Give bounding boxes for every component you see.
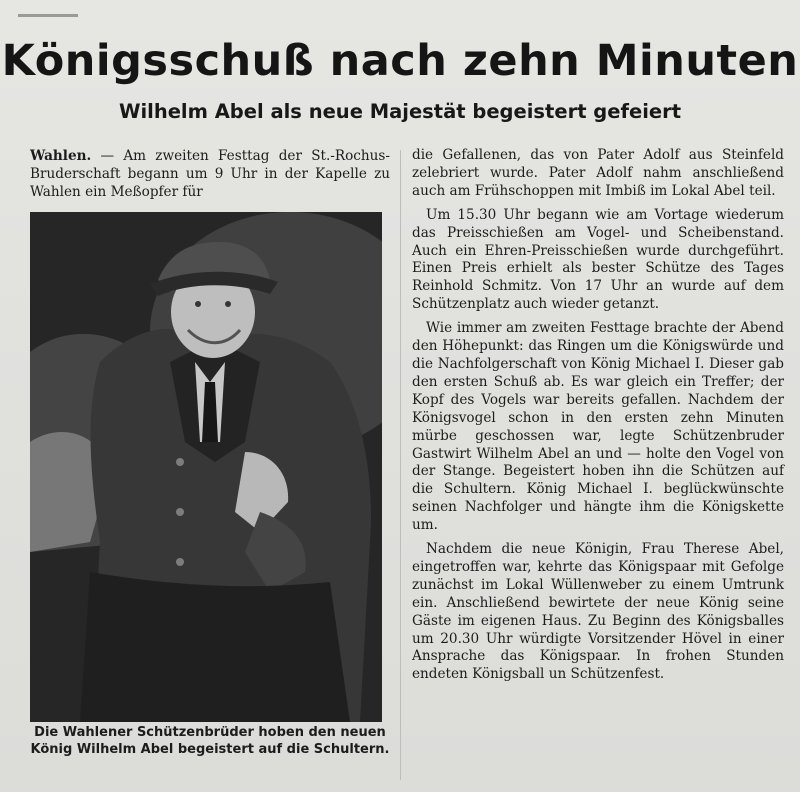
paragraph: die Gefallenen, das von Pater Adolf aus Steinfeld zelebriert wurde. Pater Adolf nahm anschließend auch am Frühschoppen mit Imbiß im Lokal Abel teil.: [412, 147, 784, 199]
headline: Königsschuß nach zehn Minuten: [1, 36, 799, 86]
left-column-text: [30, 147, 390, 202]
subheadline: Wilhelm Abel als neue Majestät begeistert gefeiert: [118, 100, 682, 123]
dateline: Wahlen.: [30, 148, 92, 164]
right-column-text: [412, 147, 784, 690]
lead-text: — Am zweiten Festtag der St.-Rochus-Bruderschaft begann um 9 Uhr in der Kapelle zu Wahlen ein Meßopfer für: [30, 148, 390, 201]
paragraph: Um 15.30 Uhr begann wie am Vortage wiederum das Preisschießen am Vogel- und Scheibenstand. Auch ein Ehren-Preisschießen wurde durchgeführt. Einen Preis erhielt als bester Schütze des Tages Reinhold Schmitz. Von 17 Uhr an wurde auf dem Schützenplatz auch wieder getanzt.: [412, 206, 784, 313]
column-divider: [400, 150, 401, 780]
paragraph: Nachdem die neue Königin, Frau Therese Abel, eingetroffen war, kehrte das Königspaar mit Gefolge zunächst im Lokal Wüllenweber zu einem Umtrunk ein. Anschließend bewirtete der neue König seine Gäste im eigenen Haus. Zu Beginn des Königsballes um 20.30 Uhr würdigte Vorsitzender Hövel in einer Ansprache das Königspaar. In frohen Stunden endeten Königsball un Schützenfest.: [412, 541, 784, 683]
masthead-fragment: [18, 14, 78, 17]
photo-caption: Die Wahlener Schützenbrüder hoben den neuen König Wilhelm Abel begeistert auf die Schultern.: [30, 725, 390, 757]
photo-illustration: [30, 212, 382, 722]
news-photo: [30, 212, 382, 722]
paragraph: Wie immer am zweiten Festtage brachte der Abend den Höhepunkt: das Ringen um die Königswürde und die Nachfolgerschaft von König Michael I. Dieser gab den ersten Schuß ab. Es war gleich ein Treffer; der Kopf des Vogels war bereits gefallen. Nachdem der Königsvogel schon in den ersten zehn Minuten mürbe geschossen war, legte Schützenbruder Gastwirt Wilhelm Abel an und — holte den Vogel von der Stange. Begeistert hoben ihn die Schützen auf die Schultern. König Michael I. beglückwünschte seinen Nachfolger und hängte ihm die Königskette um.: [412, 320, 784, 534]
